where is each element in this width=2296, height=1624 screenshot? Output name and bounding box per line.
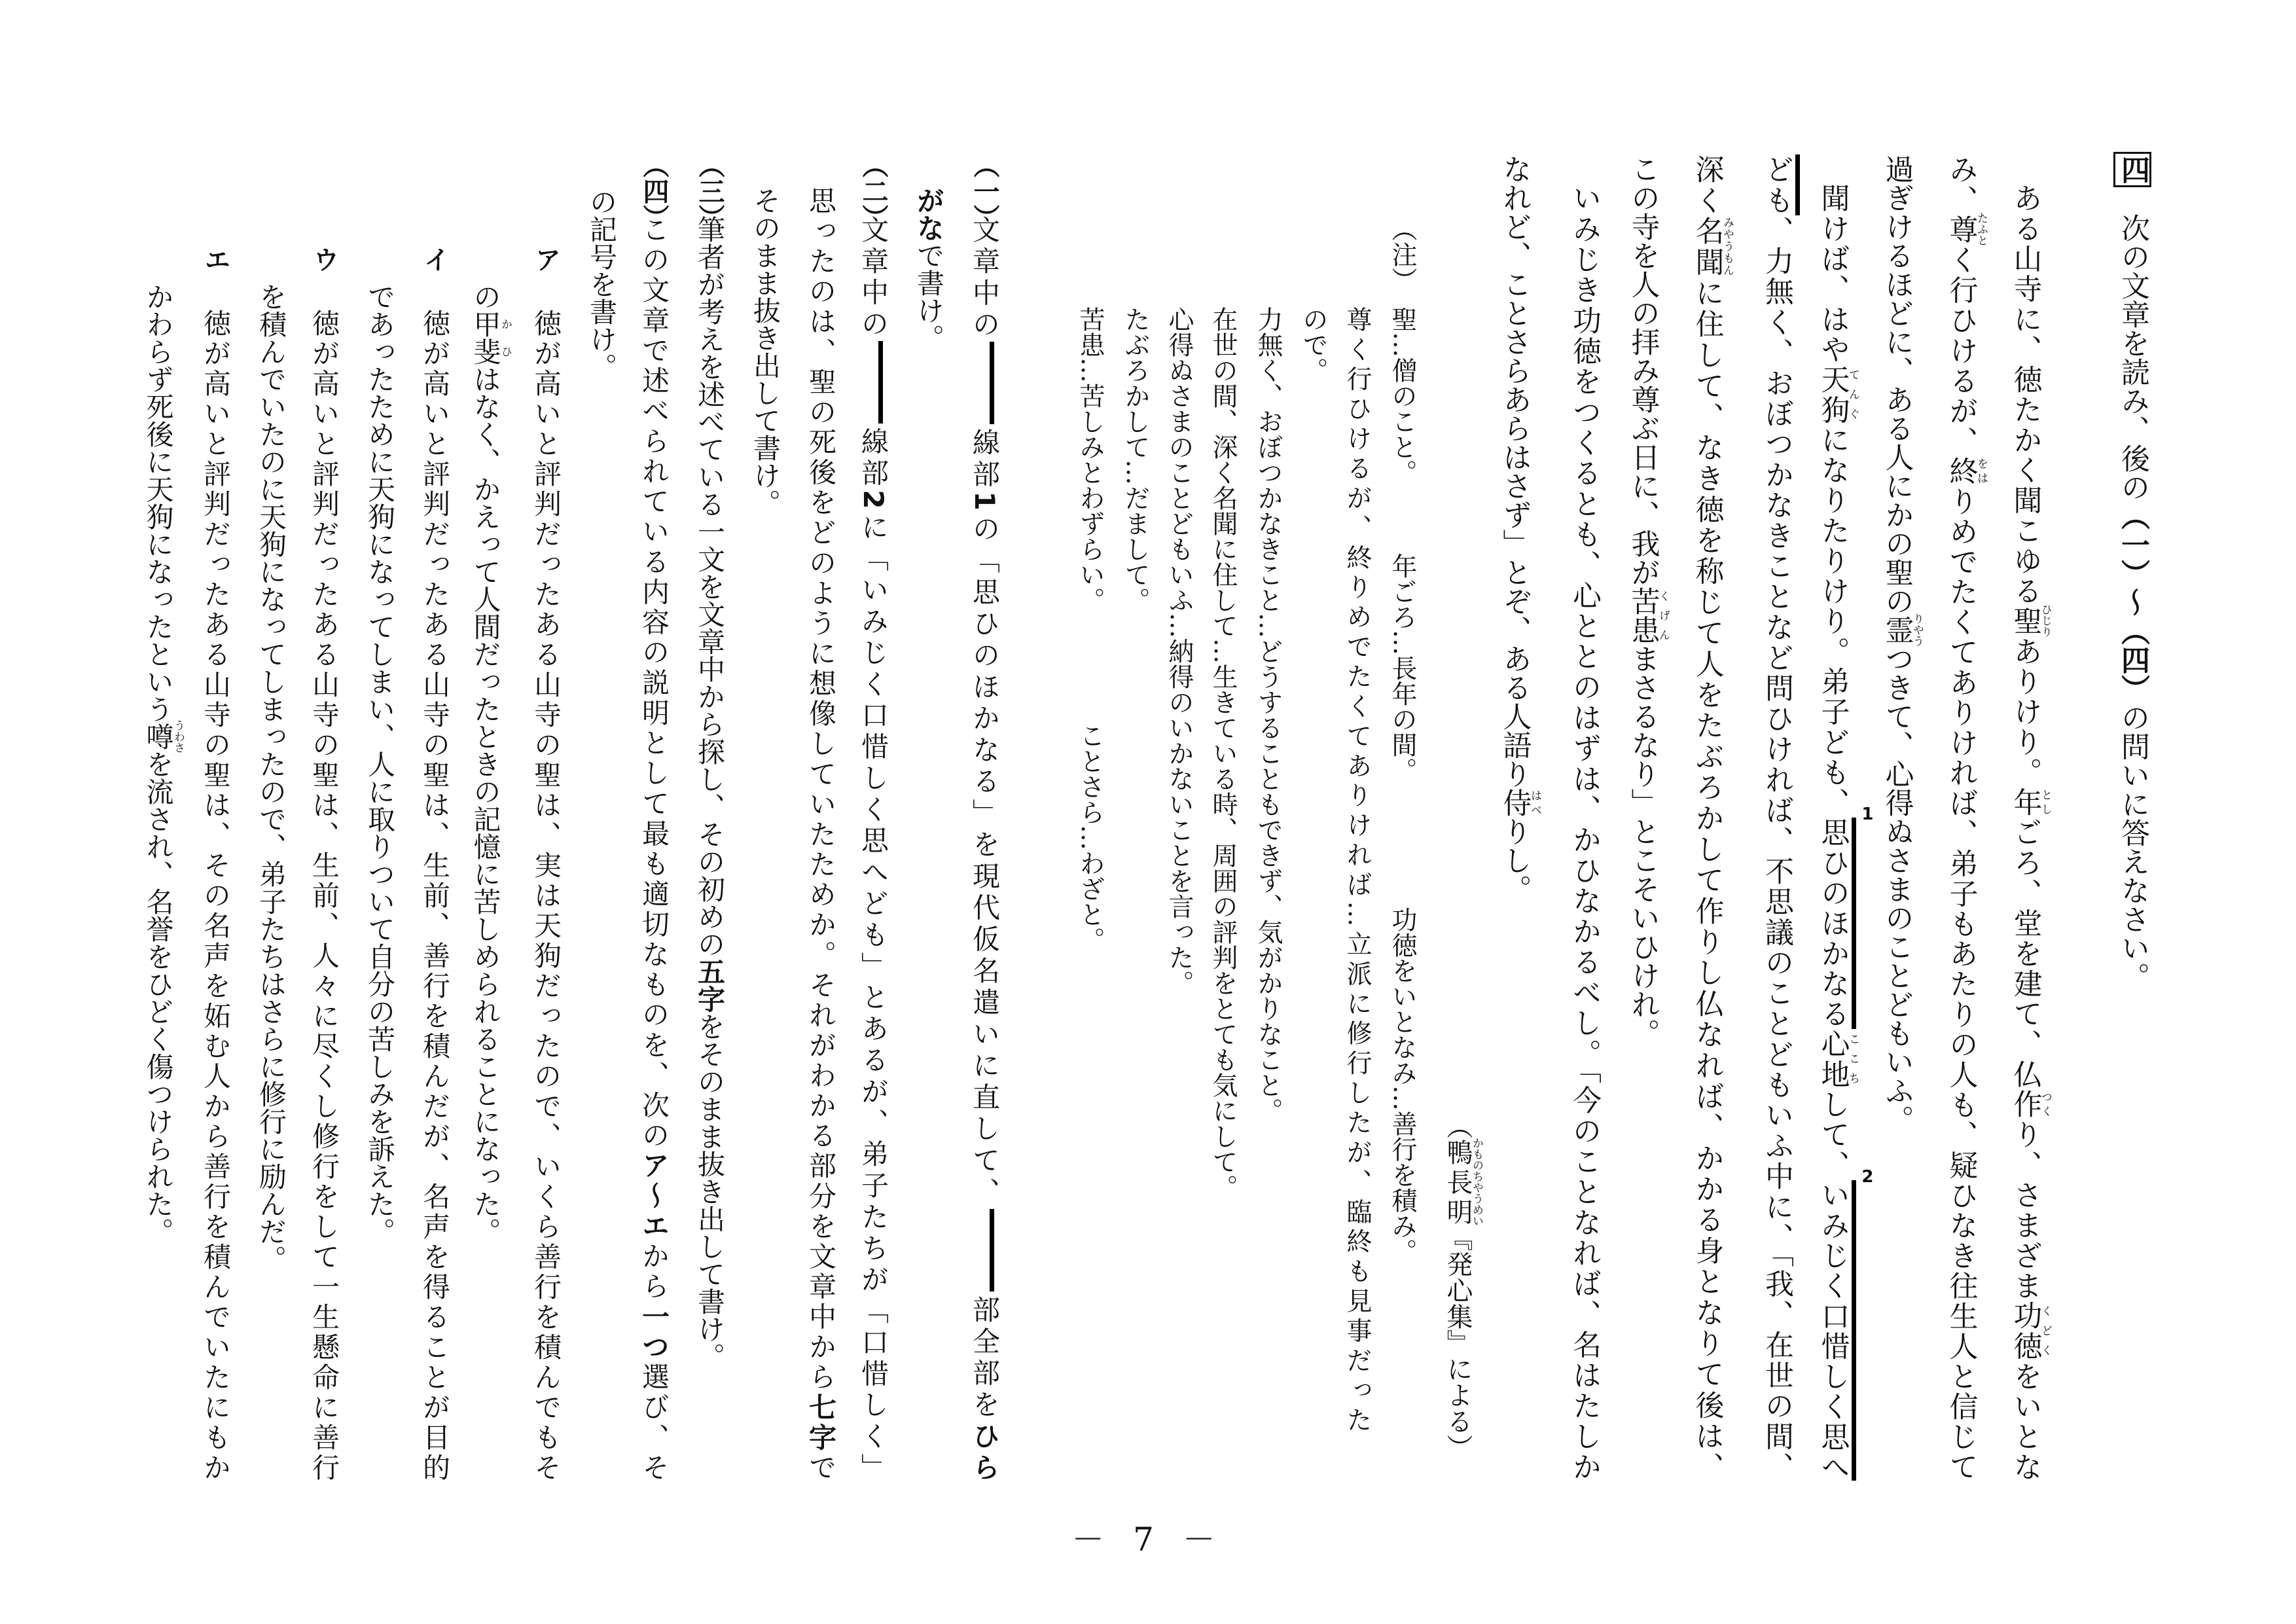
bold-text: ア～エ bbox=[638, 1151, 670, 1242]
ruby-base: 鴨長明 bbox=[1443, 1137, 1473, 1227]
ruby-base: 甲斐 bbox=[469, 310, 502, 365]
ruby-reading: うわさ bbox=[171, 719, 185, 753]
instruction-text-end: の問いに答えなさい。 bbox=[2116, 703, 2149, 991]
ruby-base: 霊 bbox=[1880, 613, 1914, 647]
text-run: ありけり。 bbox=[2008, 635, 2042, 787]
note-item: 苦患…苦しみとわずらい。 bbox=[1075, 306, 1105, 613]
ruby-base: 作 bbox=[2008, 1089, 2042, 1120]
text-run: して、 bbox=[1816, 1089, 1850, 1180]
question-4-text bbox=[581, 188, 622, 1481]
ruby-word bbox=[1816, 1029, 1859, 1090]
ruby-reading: ここち bbox=[1846, 1029, 1859, 1089]
sidelined-phrase bbox=[1816, 804, 1874, 1030]
passage-line bbox=[1627, 154, 1669, 1481]
text-run: （ bbox=[1443, 1113, 1473, 1139]
ruby-word bbox=[1626, 586, 1670, 644]
question-2-text bbox=[852, 215, 894, 1481]
note-item: 在世の間、深く名聞に住して…生きている時、周囲の評判をとても気にして。 bbox=[1208, 306, 1238, 1200]
note-item: ことさら…わざと。 bbox=[1075, 723, 1105, 952]
text-run: をそのまま抜き出して書け。 bbox=[694, 1013, 726, 1370]
note-item: ので。 bbox=[1299, 306, 1328, 383]
page-number: － 7 － bbox=[1071, 1521, 1225, 1559]
bold-text: 五字 bbox=[694, 958, 726, 1013]
note-item: 尊く行ひけるが、終りめでたくてありければ…立派に修行したが、臨終も見事だった bbox=[1342, 306, 1372, 1433]
ruby-base: 噂 bbox=[142, 719, 175, 753]
ruby-reading: りやう bbox=[1910, 613, 1924, 647]
question-label-2: （二） bbox=[858, 152, 888, 230]
ruby-word bbox=[2008, 604, 2052, 638]
text-run: ども bbox=[1760, 154, 1793, 216]
question-1-text bbox=[908, 187, 950, 1481]
ruby-reading: をは bbox=[1975, 456, 1988, 485]
ruby-word bbox=[469, 310, 512, 365]
note-item: 力無く、おぼつかなきこと…どうすることもできず、気がかりなこと。 bbox=[1253, 306, 1283, 1123]
ruby-reading: みやうもん bbox=[1721, 216, 1734, 276]
ruby-word bbox=[2008, 1301, 2052, 1362]
choice-i-text bbox=[414, 309, 456, 1481]
text-run: 線部 bbox=[969, 424, 1001, 492]
ruby-base: 侍 bbox=[1498, 788, 1532, 817]
passage-line bbox=[1691, 154, 1733, 1481]
text-run: ある山寺に、徳たかく聞こゆる bbox=[2008, 183, 2042, 606]
text-run: を流され、名誉をひどく傷つけられた。 bbox=[142, 750, 175, 1245]
bold-text: 七字 bbox=[805, 1392, 837, 1454]
ruby-base: 尊 bbox=[1944, 212, 1978, 246]
ruby-reading: くどく bbox=[2039, 1301, 2052, 1360]
ruby-word bbox=[1944, 456, 1988, 487]
passage-line bbox=[1945, 154, 1987, 1481]
question-4-text bbox=[633, 215, 675, 1481]
choice-i-text bbox=[359, 283, 401, 1481]
text-run: この文章で述べられている内容の説明として最も適切なものを、次の bbox=[638, 215, 670, 1151]
section-number-box: 四 bbox=[2113, 152, 2151, 187]
section-header bbox=[2111, 152, 2153, 1487]
choice-label-i: イ bbox=[420, 246, 450, 272]
passage-source bbox=[1441, 1113, 1482, 1492]
text-run: 徳が高いと評判だったある山寺の聖は、生前、善行を積んだが、名声を得ることが目的 bbox=[419, 309, 451, 1481]
text-run: 、力無く、おぼつかなきことなど問ひければ、不思議のことどもいふ中に、「我、在世の間、 bbox=[1760, 215, 1793, 1481]
sidelined-phrase bbox=[1816, 1166, 1874, 1481]
choice-label-e: エ bbox=[200, 246, 230, 272]
text-run: の bbox=[469, 283, 502, 310]
text-run: になりたりけり。弟子ども、 bbox=[1816, 425, 1850, 818]
choice-e-text bbox=[194, 309, 236, 1481]
text-run: に住して、なき徳を称じて人をたぶろかして作りし仏なれば、かかる身となりて後は、 bbox=[1690, 278, 1724, 1481]
ruby-word bbox=[1498, 788, 1541, 817]
text-run: りし。 bbox=[1498, 817, 1532, 903]
question-2-text bbox=[800, 187, 842, 1481]
ruby-base: 天狗 bbox=[1816, 364, 1850, 425]
text-run: なれど、ことさらあらはさず」とぞ、ある人語り bbox=[1498, 154, 1532, 788]
text-run: を積んでいたのに天狗になってしまったので、弟子たちはさらに修行に励んだ。 bbox=[255, 283, 287, 1272]
ruby-reading: かひ bbox=[499, 310, 512, 365]
text-run: 過ぎけるほどに、ある人にかの聖の bbox=[1880, 154, 1914, 615]
text-run: そのまま抜き出して書け。 bbox=[749, 187, 781, 516]
note-item: 功徳をいとなみ…善行を積み。 bbox=[1388, 907, 1417, 1264]
text-run: く行ひけるが、 bbox=[1944, 244, 1978, 456]
text-run: いみじき功徳をつくるとも、心ととのはずは、かひなかるべし。「今のことなれば、名はたしか bbox=[1568, 183, 1601, 1481]
text-run: 徳が高いと評判だったある山寺の聖は、生前、人々に尽くし修行をして一生懸命に善行 bbox=[308, 309, 340, 1481]
passage-line bbox=[1563, 183, 1605, 1481]
ruby-base: 名聞 bbox=[1690, 216, 1724, 278]
ruby-base: 心地 bbox=[1816, 1029, 1850, 1090]
ruby-reading: たふと bbox=[1975, 212, 1988, 246]
question-label-3: （三） bbox=[694, 152, 725, 230]
question-label-4: （四） bbox=[639, 152, 669, 230]
passage-line bbox=[2009, 183, 2051, 1481]
ruby-reading: つく bbox=[2039, 1089, 2052, 1119]
choice-label-a: ア bbox=[531, 246, 561, 272]
text-run: かわらず死後に天狗になったという bbox=[142, 283, 175, 723]
choice-u-text bbox=[250, 283, 292, 1481]
choice-label-u: ウ bbox=[309, 246, 339, 272]
text-run: で bbox=[805, 1453, 837, 1481]
sideline-mark-icon bbox=[990, 342, 994, 424]
ruby-reading: てんぐ bbox=[1846, 364, 1859, 424]
text-run: 思ったのは、聖の死後をどのように想像していたためか。それがわかる部分を文章中から bbox=[805, 187, 837, 1393]
sideline-mark-icon bbox=[990, 1209, 994, 1291]
text-run: 文章中の bbox=[969, 215, 1001, 342]
ruby-base: 苦患 bbox=[1626, 586, 1660, 644]
ruby-reading: くげん bbox=[1657, 586, 1670, 644]
text-run: であったために天狗になってしまい、人に取りついて自分の苦しみを訴えた。 bbox=[364, 283, 396, 1245]
ruby-word bbox=[142, 719, 185, 753]
choice-e-text bbox=[142, 283, 184, 1481]
text-run: りめでたくてありければ、弟子もあたりの人も、疑ひなき往生人と信じて bbox=[1944, 486, 1978, 1481]
text-run: 徳が高いと評判だったある山寺の聖は、実は天狗だったので、いくら善行を積んでもそ bbox=[530, 309, 562, 1481]
bold-text: 一つ bbox=[638, 1302, 670, 1363]
text-run: 部全部を bbox=[969, 1291, 1001, 1422]
question-2-text bbox=[744, 187, 786, 1481]
text-run: から bbox=[638, 1242, 670, 1303]
ruby-reading: はべ bbox=[1528, 788, 1541, 817]
sideline-number: 1 bbox=[1861, 804, 1874, 825]
ruby-word bbox=[1816, 364, 1859, 425]
text-run: 聞けば、はや bbox=[1816, 183, 1850, 365]
ruby-word bbox=[1880, 613, 1924, 647]
question-3-text bbox=[689, 215, 730, 1481]
bold-text: 1 bbox=[969, 491, 1001, 511]
text-run: 選び、そ bbox=[638, 1362, 670, 1481]
ruby-word bbox=[1690, 216, 1734, 278]
sideline-mark-icon bbox=[878, 341, 883, 424]
choice-u-text bbox=[303, 309, 345, 1481]
text-run: 深く bbox=[1690, 154, 1724, 217]
note-item: たぶろかして…だまして。 bbox=[1121, 306, 1150, 613]
instruction-text: 次の文章を読み、後の bbox=[2116, 213, 2149, 501]
text-run: まさるなり」とこそいひけれ。 bbox=[1626, 644, 1660, 1047]
note-item: 年ごろ…長年の間。 bbox=[1388, 553, 1417, 783]
bold-text: ひら bbox=[969, 1421, 1001, 1481]
passage-line bbox=[1755, 154, 1797, 1481]
question-range-start: （一） bbox=[2116, 501, 2149, 588]
text-run: をいとな bbox=[2008, 1361, 2042, 1481]
note-item: 聖…僧のこと。 bbox=[1388, 306, 1417, 485]
text-run: はなく、かえって人間だったときの記憶に苦しめられることになった。 bbox=[469, 365, 502, 1245]
text-run: ごろ、堂を建て、仏 bbox=[2008, 818, 2042, 1090]
text-run: 思ひのほかなる bbox=[1816, 818, 1850, 1030]
text-run: この寺を人の拝み尊ぶ日に、我が bbox=[1626, 154, 1660, 586]
text-run: の記号を書け。 bbox=[586, 188, 618, 380]
text-run: 筆者が考えを述べている一文を文章中から探し、その初めの bbox=[694, 215, 726, 958]
text-run: り、さまざま bbox=[2008, 1119, 2042, 1301]
text-run: 線部 bbox=[857, 423, 889, 490]
question-1-text bbox=[963, 215, 1005, 1481]
text-run: み、 bbox=[1944, 154, 1978, 215]
ruby-base: 終 bbox=[1944, 456, 1978, 487]
passage-line bbox=[1499, 154, 1541, 1481]
text-run: つきて、心得ぬさまのことどもいふ。 bbox=[1880, 644, 1914, 1134]
text-run: で書け。 bbox=[913, 242, 945, 352]
text-run: 『発心集』による） bbox=[1443, 1224, 1473, 1460]
ruby-reading: かものちやうめい bbox=[1470, 1137, 1483, 1227]
text-run: いみじく口惜しく思へ bbox=[1816, 1180, 1850, 1481]
ruby-base: 年 bbox=[2008, 787, 2042, 818]
ruby-reading: とし bbox=[2039, 787, 2052, 816]
ruby-word bbox=[2008, 1089, 2052, 1120]
question-range-end: （四） bbox=[2116, 617, 2149, 703]
ruby-reading: ひじり bbox=[2039, 604, 2052, 638]
choice-a-text bbox=[469, 283, 511, 1481]
bold-text: 2 bbox=[857, 490, 889, 509]
ruby-base: 功徳 bbox=[2008, 1301, 2042, 1362]
text-run: 徳が高いと評判だったある山寺の聖は、その名声を妬む人から善行を積んでいたにもか bbox=[200, 309, 232, 1481]
ruby-word bbox=[1944, 212, 1988, 246]
text-run: の「思ひのほかなる」を現代仮名遣いに直して、 bbox=[969, 510, 1001, 1209]
question-range-tilde: ～ bbox=[2116, 588, 2149, 617]
notes-label: （注） bbox=[1388, 216, 1417, 293]
bold-text: がな bbox=[913, 187, 945, 242]
passage-line bbox=[1881, 154, 1923, 1481]
note-item: 心得ぬさまのことどもいふ…納得のいかないことを言った。 bbox=[1164, 306, 1194, 996]
choice-a-text bbox=[525, 309, 567, 1481]
text-run: に「いみじく口惜しく思へども」とあるが、弟子たちが「口惜しく」 bbox=[857, 509, 889, 1481]
question-label-1: （一） bbox=[969, 152, 999, 230]
text-run: 文章中の bbox=[857, 215, 889, 341]
ruby-word bbox=[1443, 1137, 1483, 1227]
ruby-base: 聖 bbox=[2008, 604, 2042, 638]
sideline-number: 2 bbox=[1861, 1166, 1874, 1187]
passage-line bbox=[1816, 183, 1874, 1481]
ruby-word bbox=[2008, 787, 2052, 818]
sidelined-phrase bbox=[1760, 154, 1800, 215]
